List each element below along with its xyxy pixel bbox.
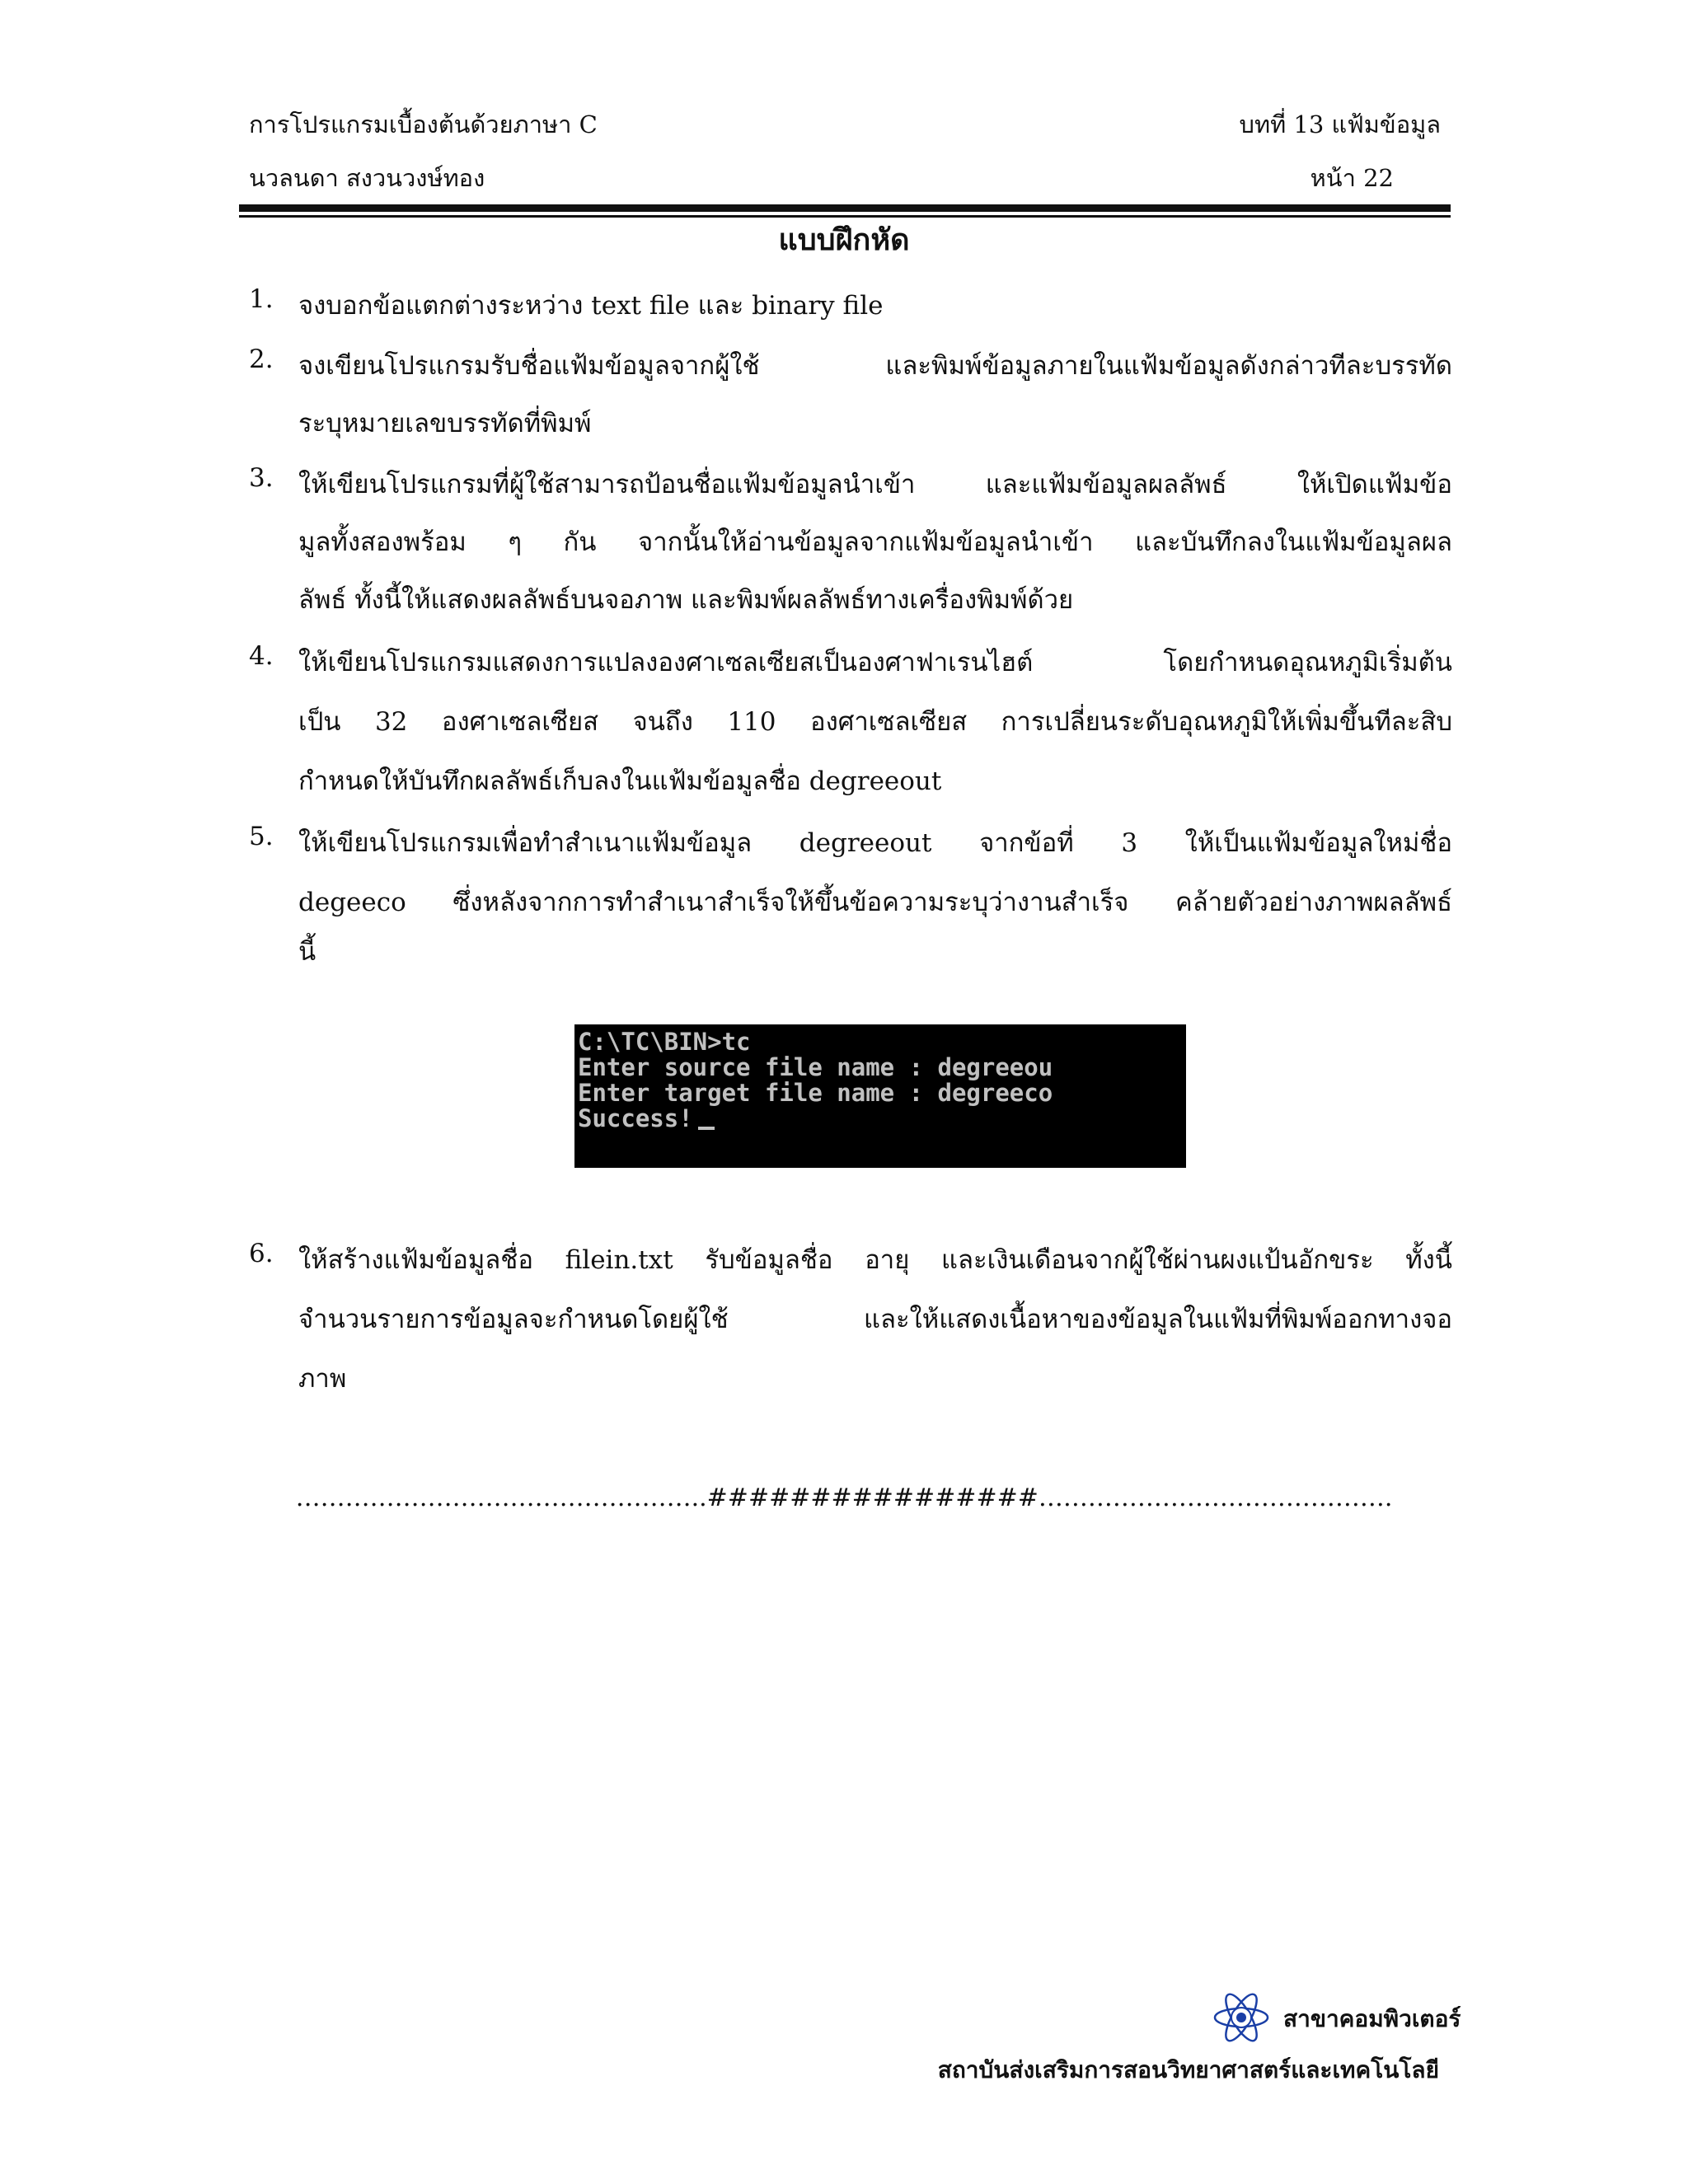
exercise-number: 5. [249, 822, 274, 851]
exercise-number: 4. [249, 641, 274, 671]
institute-name: สถาบันส่งเสริมการสอนวิทยาศาสตร์และเทคโนโลยี [937, 2056, 1439, 2083]
exercise-text-line: กำหนดให้บันทึกผลลัพธ์เก็บลงในแฟ้มข้อมูลชื่อ degreeout [298, 766, 942, 796]
exercise-text-line: จงเขียนโปรแกรมรับชื่อแฟ้มข้อมูลจากผู้ใช้ และพิมพ์ข้อมูลภายในแฟ้มข้อมูลดังกล่าวทีละบรรทัด [298, 351, 1452, 381]
exercise-number: 3. [249, 463, 274, 493]
console-line-last [578, 1106, 1186, 1132]
exercise-number: 2. [249, 344, 274, 374]
author-name: นวลนดา สงวนวงษ์ทอง [249, 164, 485, 192]
logo-atom-graphic [1212, 1993, 1271, 2042]
console-success-text: Success! [578, 1104, 693, 1132]
department-name: สาขาคอมพิวเตอร์ [1283, 2005, 1461, 2032]
exercise-text-line: ให้เขียนโปรแกรมเพื่อทำสำเนาแฟ้มข้อมูล degreeout จากข้อที่ 3 ให้เป็นแฟ้มข้อมูลใหม่ชื่อ [298, 828, 1452, 858]
console-cursor [698, 1127, 715, 1130]
exercise-text-line: ให้เขียนโปรแกรมแสดงการแปลงองศาเซลเซียสเป็นองศาฟาเรนไฮต์ โดยกำหนดอุณหภูมิเริ่มต้น [298, 648, 1452, 677]
exercise-text-line: จงบอกข้อแตกต่างระหว่าง text file และ binary file [298, 291, 884, 321]
console-output-screenshot [574, 1024, 1186, 1168]
console-line: Enter target file name : degreeco [578, 1079, 1053, 1107]
exercise-text-line: นี้ [298, 937, 316, 967]
header-rule-thick [239, 204, 1451, 212]
page-title: แบบฝึกหัด [778, 223, 910, 257]
console-line: Enter source file name : degreeou [578, 1053, 1053, 1081]
exercise-text-line: เป็น 32 องศาเซลเซียส จนถึง 110 องศาเซลเซียส การเปลี่ยนระดับอุณหภูมิให้เพิ่มขึ้นทีละสิบ [298, 707, 1452, 737]
exercise-text-line: มูลทั้งสองพร้อม ๆ กัน จากนั้นให้อ่านข้อมูลจากแฟ้มข้อมูลนำเข้า และบันทึกลงในแฟ้มข้อมูลผล [298, 527, 1452, 557]
exercise-number: 1. [249, 284, 274, 314]
exercise-text-line: จำนวนรายการข้อมูลจะกำหนดโดยผู้ใช้ และให้แสดงเนื้อหาของข้อมูลในแฟ้มที่พิมพ์ออกทางจอ [298, 1305, 1452, 1334]
console-line: C:\TC\BIN>tc [578, 1028, 751, 1056]
chapter-title: บทที่ 13 แฟ้มข้อมูล [1239, 110, 1441, 138]
institute-logo-icon [1212, 1993, 1271, 2042]
exercise-text-line: ระบุหมายเลขบรรทัดที่พิมพ์ [298, 409, 592, 438]
exercise-number: 6. [249, 1239, 274, 1268]
exercise-text-line: degeeco ซึ่งหลังจากการทำสำเนาสำเร็จให้ขึ้นข้อความระบุว่างานสำเร็จ คล้ายตัวอย่างภาพผลลัพธ์ [298, 888, 1452, 917]
exercise-text-line: ภาพ [298, 1364, 347, 1394]
exercise-text-line: ให้เขียนโปรแกรมที่ผู้ใช้สามารถป้อนชื่อแฟ้มข้อมูลนำเข้า และแฟ้มข้อมูลผลลัพธ์ ให้เปิดแฟ้มข้อ [298, 470, 1452, 499]
course-title: การโปรแกรมเบื้องต้นด้วยภาษา C [249, 110, 598, 138]
page-number: หน้า 22 [1310, 164, 1394, 192]
exercise-text-line: ให้สร้างแฟ้มข้อมูลชื่อ filein.txt รับข้อมูลชื่อ อายุ และเงินเดือนจากผู้ใช้ผ่านผงแป้นอักขระ ทั้งนี้ [298, 1245, 1452, 1275]
section-divider: …………………………………………..################……………………………………. [295, 1483, 1393, 1512]
exercise-text-line: ลัพธ์ ทั้งนี้ให้แสดงผลลัพธ์บนจอภาพ และพิมพ์ผลลัพธ์ทางเครื่องพิมพ์ด้วย [298, 585, 1074, 615]
